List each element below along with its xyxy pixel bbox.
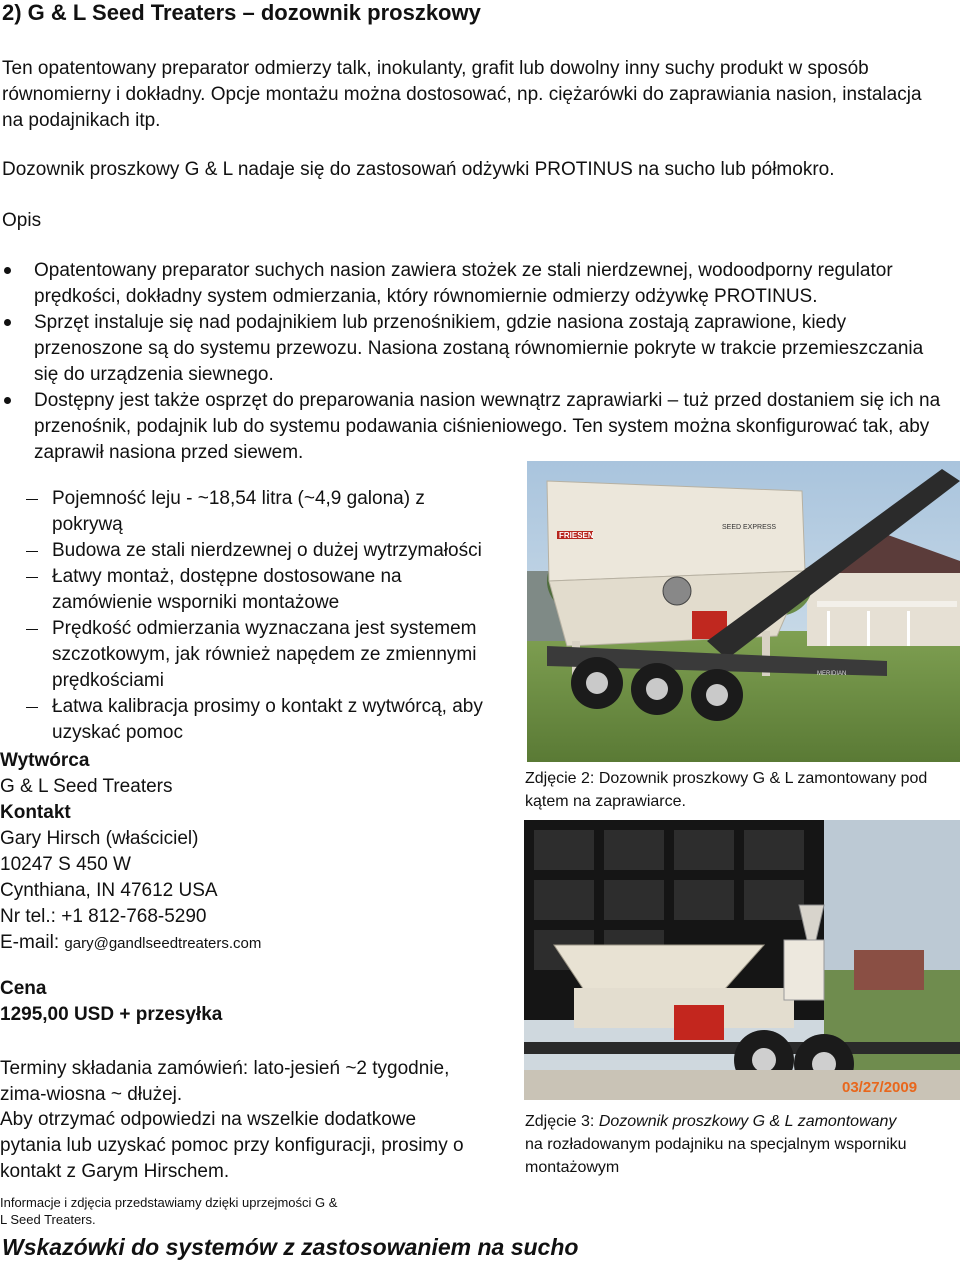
dash-icon xyxy=(26,577,38,578)
price-value: 1295,00 USD + przesyłka xyxy=(0,1004,223,1025)
bullet-icon xyxy=(4,267,11,274)
photo-2-caption: Zdjęcie 2: Dozownik proszkowy G & L zamontowany pod kątem na zaprawiarce. xyxy=(525,770,928,810)
maker-name: G & L Seed Treaters xyxy=(0,776,173,797)
feature-item: Łatwa kalibracja prosimy o kontakt z wytwórcą, aby uzyskać pomoc xyxy=(0,694,500,746)
photo-seed-treater-trailer-image xyxy=(527,461,960,762)
credit-note: Informacje i zdjęcia przedstawiamy dzięki uprzejmości G & L Seed Treaters. xyxy=(0,1195,338,1227)
contact-label: Kontakt xyxy=(0,802,71,823)
dash-icon xyxy=(26,629,38,630)
description-item: Opatentowany preparator suchych nasion zawiera stożek ze stali nierdzewnej, wodoodporny regulator prędkości, dokładny system odmierzania, który równomiernie odmierzy odżywkę PROTINUS. xyxy=(0,258,950,310)
feature-item: Pojemność leju - ~18,54 litra (~4,9 galona) z pokrywą xyxy=(0,486,500,538)
address-line-1: 10247 S 450 W xyxy=(0,854,131,875)
intro-paragraph-2: Dozownik proszkowy G & L nadaje się do zastosowań odżywki PROTINUS na sucho lub półmokro. xyxy=(2,159,835,180)
brand-decal: FRIESEN xyxy=(559,531,594,540)
footer-title: Wskazówki do systemów z zastosowaniem na sucho xyxy=(2,1234,579,1260)
description-item: Sprzęt instaluje się nad podajnikiem lub przenośnikiem, gdzie nasiona zostają zaprawione, kiedy przenoszone są do systemu przewozu. Nasiona zostaną równomiernie pokryte w trakcie przemieszczania się do urządzenia siewnego. xyxy=(0,310,950,388)
order-terms: Terminy składania zamówień: lato-jesień ~2 tygodnie, zima-wiosna ~ dłużej. xyxy=(0,1058,450,1105)
dash-icon xyxy=(26,707,38,708)
address-line-2: Cynthiana, IN 47612 USA xyxy=(0,880,218,901)
section-title: Opis xyxy=(2,210,42,231)
email-link[interactable]: gary@gandlseedtreaters.com xyxy=(64,935,262,952)
bullet-icon xyxy=(4,319,11,326)
feature-item: Prędkość odmierzania wyznaczana jest systemem szczotkowym, jak również napędem ze zmiennymi prędkościami xyxy=(0,616,500,694)
feature-item: Budowa ze stali nierdzewnej o dużej wytrzymałości xyxy=(0,538,500,564)
description-list xyxy=(0,258,950,466)
price-label: Cena xyxy=(0,978,47,999)
trailer-decal: MERIDIAN xyxy=(817,671,847,677)
photo-date-stamp: 03/27/2009 xyxy=(842,1079,918,1096)
contact-person: Gary Hirsch (właściciel) xyxy=(0,828,199,849)
feature-list xyxy=(0,486,500,746)
dash-icon xyxy=(26,551,38,552)
help-text: Aby otrzymać odpowiedzi na wszelkie dodatkowe pytania lub uzyskać pomoc przy konfiguracji, prosimy o kontakt z Garym Hirschem. xyxy=(0,1109,464,1182)
bullet-icon xyxy=(4,397,11,404)
page-heading: 2) G & L Seed Treaters – dozownik proszkowy xyxy=(2,0,481,25)
photo-powder-dispenser-conveyor xyxy=(524,820,960,1100)
email-line: E-mail: gary@gandlseedtreaters.com xyxy=(0,932,262,953)
model-decal: SEED EXPRESS xyxy=(722,524,777,531)
feature-item: Łatwy montaż, dostępne dostosowane na zamówienie wsporniki montażowe xyxy=(0,564,500,616)
phone-number: Nr tel.: +1 812-768-5290 xyxy=(0,906,207,927)
maker-label: Wytwórca xyxy=(0,750,90,771)
intro-paragraph: Ten opatentowany preparator odmierzy talk, inokulanty, grafit lub dowolny inny suchy produkt w sposób równomierny i dokładny. Opcje montażu można dostosować, np. ciężarówki do zaprawiania nasion, instalacja na podajnikach itp. xyxy=(2,58,922,131)
contact-block xyxy=(0,748,480,957)
photo-3-caption: Zdjęcie 3: Dozownik proszkowy G & L zamontowany na rozładowanym podajniku na specjalnym wsporniku montażowym xyxy=(525,1113,907,1176)
description-item: Dostępny jest także osprzęt do preparowania nasion wewnątrz zaprawiarki – tuż przed dostaniem się ich na przenośnik, podajnik lub do systemu podawania ciśnieniowego. Ten system można skonfigurować tak, aby zaprawił nasiona przed siewem. xyxy=(0,388,950,466)
dash-icon xyxy=(26,499,38,500)
photo-powder-dispenser-conveyor-image xyxy=(524,820,960,1100)
photo-seed-treater-trailer xyxy=(527,461,960,762)
